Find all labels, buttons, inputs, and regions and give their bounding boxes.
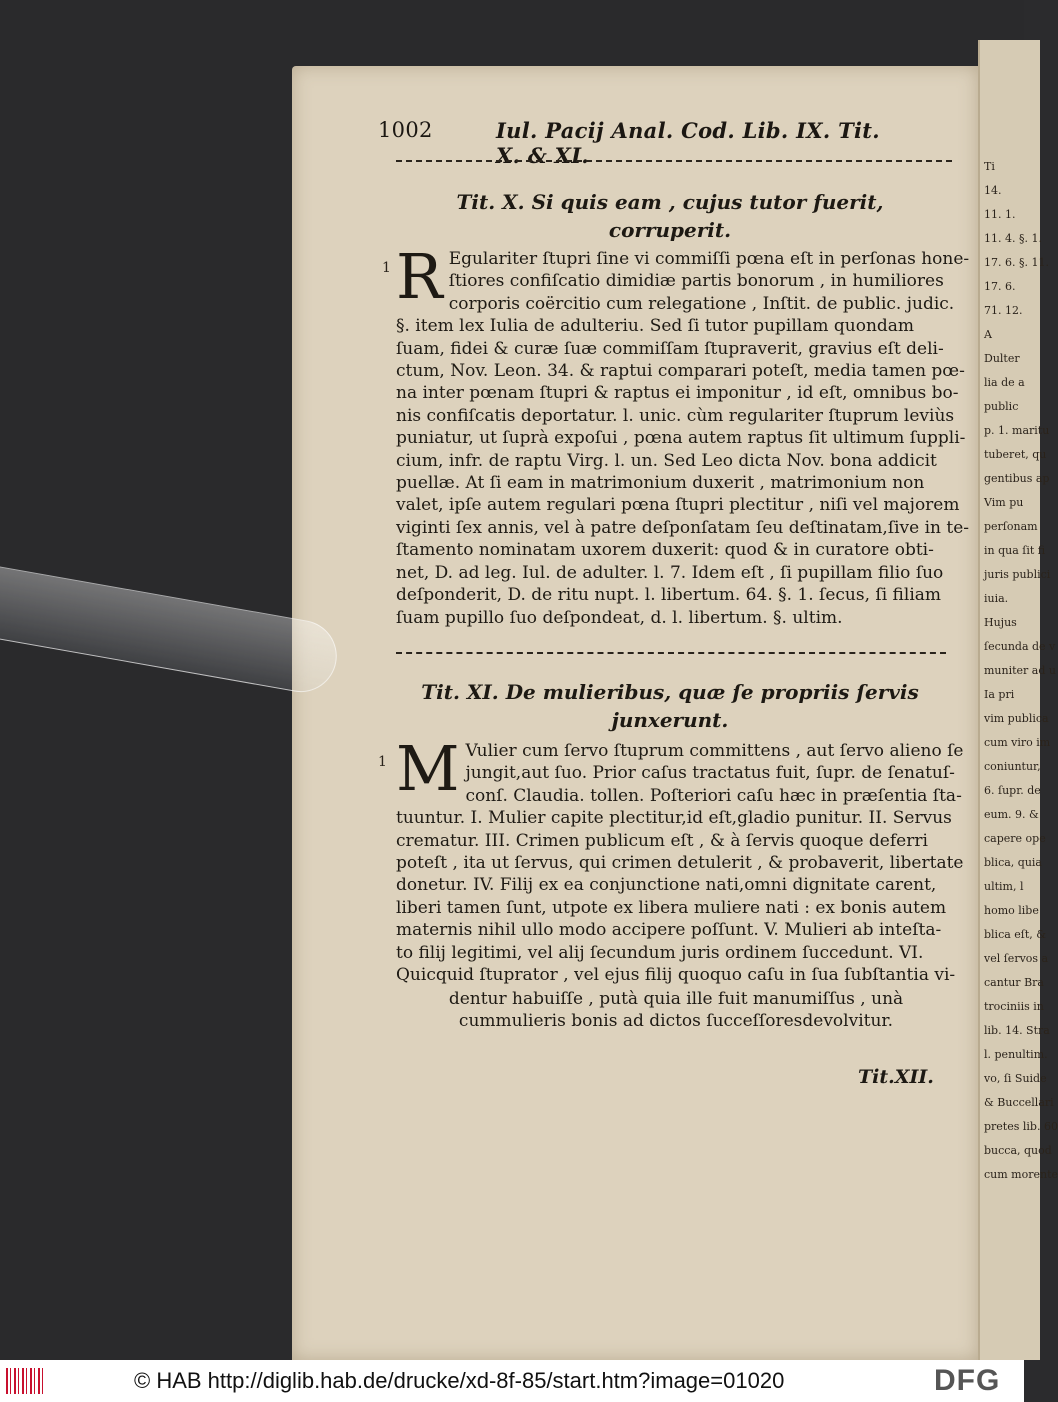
footer-bar <box>0 1360 1024 1402</box>
margin-marker: 1 <box>382 260 391 276</box>
section-10-title-line1: Tit. X. Si quis eam , cujus tutor fuerit, <box>456 190 884 214</box>
facing-page-fragment: vo, ſi Suide <box>984 1072 1047 1085</box>
text-line: puniatur, ut ſuprà expoſui , pœna autem raptus ſit ultimum ſuppli- <box>396 428 966 449</box>
text-line: cium, infr. de raptu Virg. l. un. Sed Leo dicta Nov. bona addicit <box>396 450 937 471</box>
facing-page-fragment: capere ope <box>984 832 1046 845</box>
facing-page-fragment: muniter ad u <box>984 664 1056 677</box>
facing-page-fragment: & Buccellari <box>984 1096 1054 1109</box>
facing-page-fragment: lia de a <box>984 376 1025 389</box>
text-line: devolvitur. <box>802 1011 894 1031</box>
facing-page-fragment: ultim, l <box>984 880 1024 893</box>
text-line: Quicquid ſtuprator , vel ejus filij quoquo caſu in ſua ſubſtantia vi- <box>396 965 956 986</box>
facing-page-fragment: bucca, quod <box>984 1144 1052 1157</box>
facing-page-fragment: Ti <box>984 160 995 173</box>
text-line: mulieris bonis ad dictos ſucceſſores <box>495 1011 803 1031</box>
facing-page-fragment: coniuntur, <box>984 760 1041 773</box>
facing-page-fragment: blica, quia <box>984 856 1042 869</box>
facing-page-fragment: trociniis in <box>984 1000 1044 1013</box>
hab-logo-icon <box>6 1368 46 1394</box>
facing-page-edge <box>978 40 1058 1360</box>
facing-page-fragment: iuia. <box>984 592 1009 605</box>
running-title: Iul. Pacij Anal. Cod. Lib. IX. Tit. X. & XI. <box>496 118 880 168</box>
section-11-title <box>400 678 940 734</box>
text-line: ſuam pupillo ſuo deſpondeat, d. l. libertum. §. ultim. <box>396 607 843 628</box>
credit-link[interactable]: © HAB http://diglib.hab.de/drucke/xd-8f-85/start.htm?image=01020 <box>134 1368 785 1393</box>
section-rule <box>396 652 946 654</box>
facing-page-fragment: 6. ſupr. de <box>984 784 1041 797</box>
text-line: dentur habuiſſe , putà quia ille fuit manumiſſus , unà cum <box>448 989 904 1031</box>
facing-page-fragment: public <box>984 400 1019 413</box>
facing-page-fragment: vel ſervos a <box>984 952 1049 965</box>
facing-page-fragment: perſonam <box>984 520 1038 533</box>
section-11-title-line2: junxerunt. <box>611 708 729 732</box>
facing-page-fragment: Dulter <box>984 352 1020 365</box>
section-10-title <box>400 188 940 244</box>
text-line: ſtamento nominatam uxorem duxerit: quod & in curatore obti- <box>396 540 934 561</box>
facing-page-fragment: 71. 12. <box>984 304 1023 317</box>
margin-marker: 1 <box>378 754 387 770</box>
text-line: §. item lex Iulia de adulteriu. Sed ſi tutor pupillam quondam <box>396 316 915 337</box>
facing-page-fragment: ſecunda de v <box>984 640 1056 653</box>
header-rule <box>396 160 952 162</box>
facing-page-fragment: Ia pri <box>984 688 1015 701</box>
facing-page-fragment: cantur Bra <box>984 976 1044 989</box>
text-line: conſ. Claudia. tollen. Poſteriori caſu hæc in præſentia ſta- <box>465 785 962 806</box>
drop-cap: R <box>396 240 443 313</box>
text-line: liberi tamen ſunt, utpote ex libera muliere nati : ex bonis autem <box>396 897 947 918</box>
text-line: ſuam, fidei & curæ ſuæ commiſſam ſtupraverit, gravius eſt deli- <box>396 338 944 359</box>
text-line: tuuntur. I. Mulier capite plectitur,id eſt,gladio punitur. II. Servus <box>396 808 952 829</box>
text-line: crematur. III. Crimen publicum eſt , & à ſervis quoque deferri <box>396 830 928 851</box>
facing-page-fragment: vim publica <box>984 712 1049 725</box>
text-line: valet, ipſe autem regulari pœna ſtupri plectitur , niſi vel majorem <box>396 495 960 516</box>
text-line: donetur. IV. Filij ex ea conjunctione nati,omni dignitate carent, <box>396 875 937 896</box>
text-line: Egulariter ſtupri ſine vi commiſſi pœna eſt in perſonas hone- <box>448 249 970 269</box>
facing-page-fragment: 11. 4. §. 1. <box>984 232 1042 245</box>
drop-cap: M <box>396 732 460 805</box>
text-line: ſtiores confiſcatio dimidiæ partis bonorum , in humiliores <box>448 271 944 292</box>
facing-page-fragment: p. 1. maritu <box>984 424 1050 437</box>
facing-page-fragment: Hujus <box>984 616 1017 629</box>
facing-page-fragment: 17. 6. §. 11. <box>984 256 1049 269</box>
facing-page-fragment: juris publici <box>984 568 1051 581</box>
facing-page-fragment: A <box>984 328 992 341</box>
text-line: jungit,aut ſuo. Prior caſus tractatus fuit, ſupr. de ſenatuſ- <box>465 763 955 784</box>
text-line: deſponderit, D. de ritu nupt. l. libertum. 64. §. 1. ſecus, ſi filiam <box>396 585 942 606</box>
facing-page-fragment: pretes lib. 60 <box>984 1120 1058 1133</box>
facing-page-fragment: homo libe <box>984 904 1039 917</box>
facing-page-fragment: cum viro im <box>984 736 1051 749</box>
text-line: na inter pœnam ſtupri & raptus ei imponitur , id eſt, omnibus bo- <box>396 383 959 404</box>
text-line: puellæ. At ſi eam in matrimonium duxerit , matrimonium non <box>396 473 925 494</box>
facing-page-fragment: 14. <box>984 184 1002 197</box>
section-11-title-line1: Tit. XI. De mulieribus, quæ ſe propriis ſervis <box>421 680 919 704</box>
facing-page-fragment: cum morente <box>984 1168 1058 1181</box>
text-line: to filij legitimi, vel alij ſecundum juris ordinem ſuccedunt. VI. <box>396 942 924 963</box>
text-line: nis confiſcatis deportatur. l. unic. cùm regulariter ſtuprum leviùs <box>396 405 955 426</box>
facing-page-fragment: lib. 14. Stra <box>984 1024 1050 1037</box>
section-10-title-line2: corruperit. <box>608 218 732 242</box>
facing-page-fragment: 17. 6. <box>984 280 1016 293</box>
facing-page-fragment: gentibus ap <box>984 472 1050 485</box>
facing-page-fragment: 11. 1. <box>984 208 1016 221</box>
page-header <box>378 118 898 168</box>
catchword: Tit.XII. <box>858 1066 934 1088</box>
facing-page-fragment: eum. 9. & <box>984 808 1039 821</box>
section-11-ending <box>396 988 956 1032</box>
section-11-body <box>396 732 964 986</box>
page-number: 1002 <box>378 118 433 142</box>
text-line: poteſt , ita ut ſervus, qui crimen detulerit , & probaverit, libertate <box>396 853 964 874</box>
facing-page-fragment: blica eſt, & <box>984 928 1047 941</box>
facing-page-fragment: Vim pu <box>984 496 1024 509</box>
text-line: ctum, Nov. Leon. 34. & raptui comparari poteſt, media tamen pœ- <box>396 361 965 382</box>
facing-page-fragment: in qua ſit fi <box>984 544 1046 557</box>
facing-page-fragment: l. penultim. <box>984 1048 1048 1061</box>
facing-page-fragment: tuberet, qu <box>984 448 1047 461</box>
text-line: viginti ſex annis, vel à patre deſponſatam ſeu deſtinatam,ſive in te- <box>396 517 970 538</box>
text-line: corporis coërcitio cum relegatione , Inſtit. de public. judic. <box>448 293 955 314</box>
text-line: maternis nihil ullo modo accipere poſſunt. V. Mulieri ab inteſta- <box>396 920 942 941</box>
section-10-body <box>396 240 970 629</box>
dfg-logo: DFG <box>934 1364 1001 1397</box>
text-line: Vulier cum ſervo ſtuprum committens , aut ſervo alieno ſe <box>465 741 964 761</box>
text-line: net, D. ad leg. Iul. de adulter. l. 7. Idem eſt , ſi pupillam filio ſuo <box>396 562 944 583</box>
